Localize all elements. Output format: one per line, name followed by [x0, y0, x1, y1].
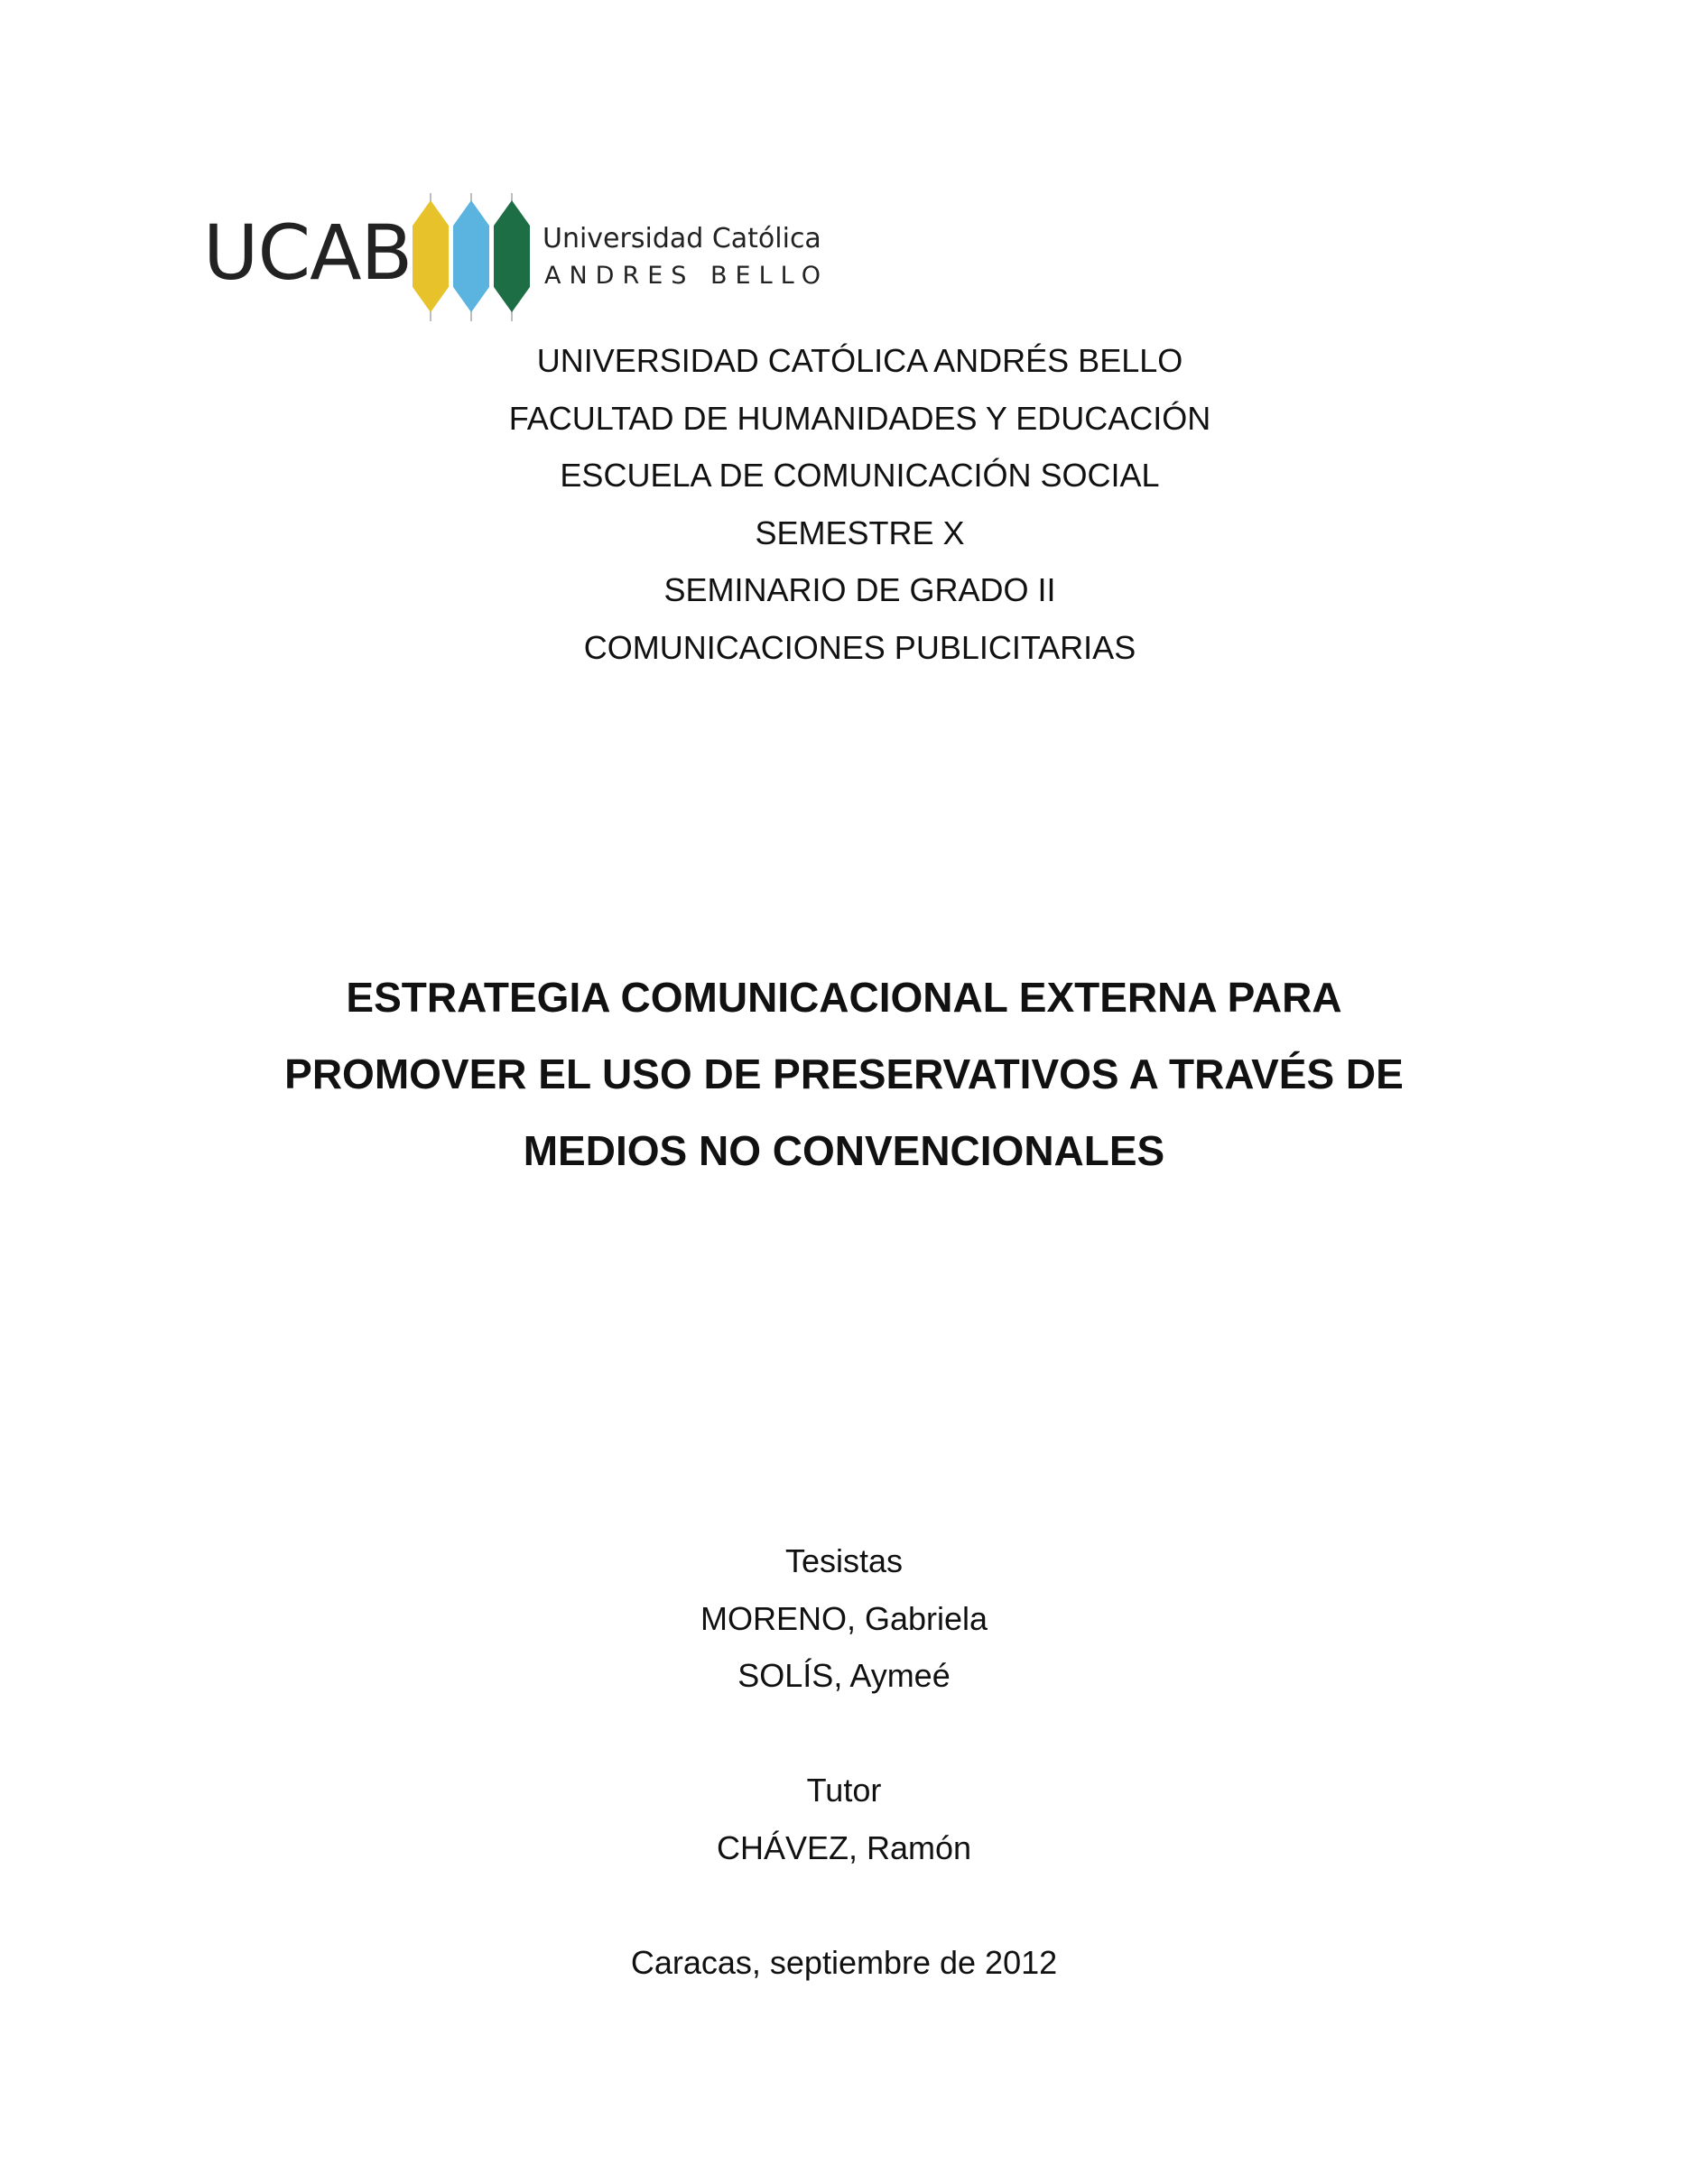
specialty: COMUNICACIONES PUBLICITARIAS: [583, 628, 1136, 666]
author-name: MORENO, Gabriela: [700, 1599, 988, 1637]
logo-name-line2: ANDRES BELLO: [544, 262, 829, 290]
title-line-3: MEDIOS NO CONVENCIONALES: [523, 1127, 1165, 1174]
place-date: Caracas, septiembre de 2012: [630, 1943, 1058, 1981]
semester: SEMESTRE X: [755, 514, 965, 551]
spacer: [0, 1876, 1688, 1934]
school-name: ESCUELA DE COMUNICACIÓN SOCIAL: [560, 457, 1160, 494]
title-line-2: PROMOVER EL USO DE PRESERVATIVOS A TRAVÉS DE: [284, 1050, 1404, 1097]
institution-block: [0, 332, 1688, 676]
ucab-logo: [203, 190, 829, 325]
logo-name-line1: Universidad Católica: [543, 223, 821, 254]
thesis-title: [0, 959, 1688, 1189]
ucab-emblem-icon: [403, 190, 548, 325]
title-line-1: ESTRATEGIA COMUNICACIONAL EXTERNA PARA: [346, 974, 1342, 1021]
faculty-name: FACULTAD DE HUMANIDADES Y EDUCACIÓN: [508, 399, 1211, 437]
authors-label: Tesistas: [784, 1542, 904, 1579]
logo-acronym: UCAB: [203, 208, 413, 297]
tutor-name: CHÁVEZ, Ramón: [716, 1828, 972, 1866]
seminar: SEMINARIO DE GRADO II: [663, 571, 1056, 608]
author-name: SOLÍS, Aymeé: [737, 1657, 951, 1694]
university-name: UNIVERSIDAD CATÓLICA ANDRÉS BELLO: [536, 342, 1183, 379]
credits-block: [0, 1532, 1688, 1991]
tutor-label: Tutor: [806, 1772, 882, 1809]
spacer: [0, 1705, 1688, 1763]
